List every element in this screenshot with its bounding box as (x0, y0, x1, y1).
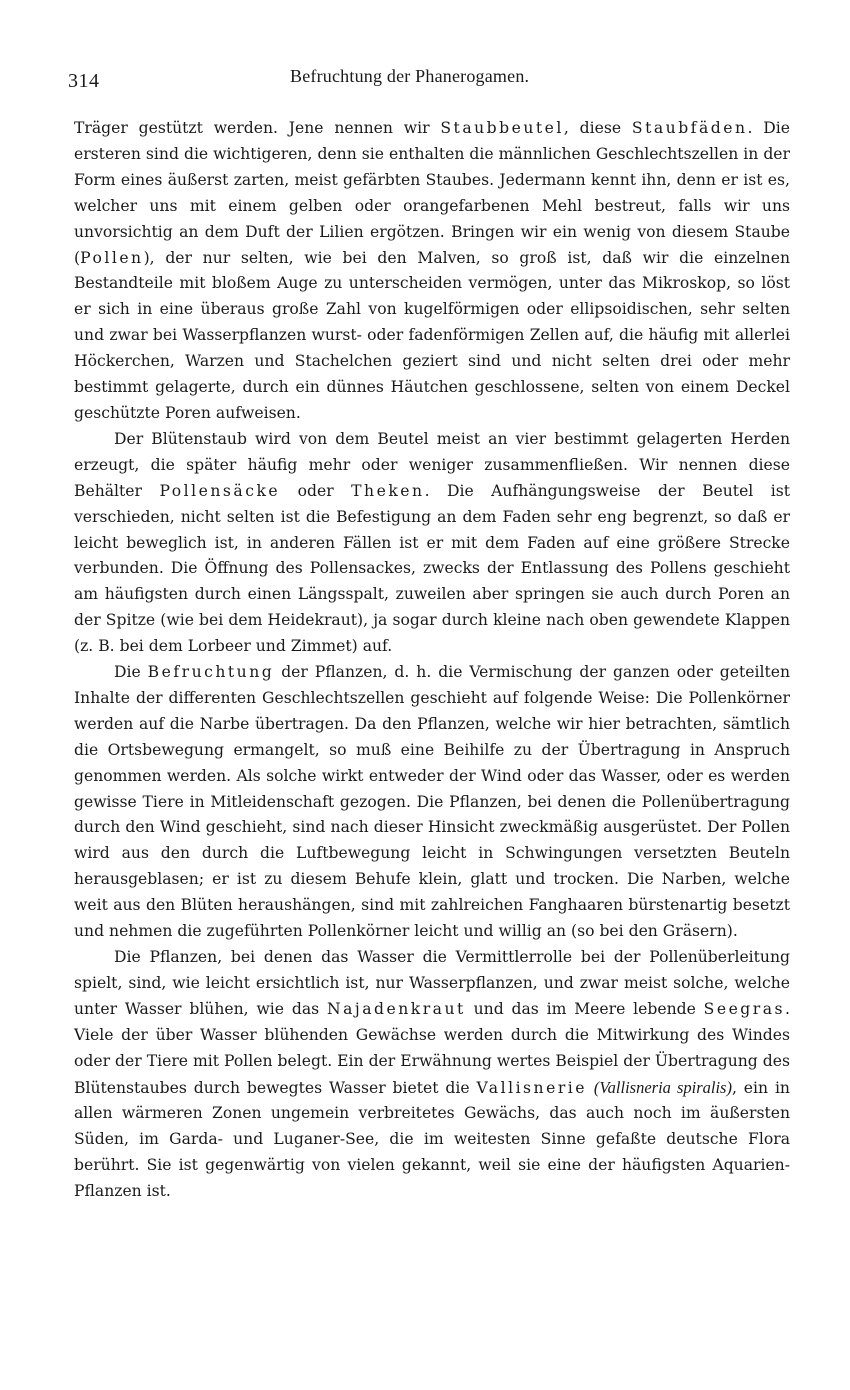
text-run (587, 1079, 594, 1097)
text-run: Der Blütenstaub wird von dem Beutel meist an vier bestimmt gelagerten Herden erzeugt, die später häufig mehr oder weniger zusammenfließen. Wir nennen diese Behälter (74, 429, 790, 500)
paragraph (74, 660, 790, 945)
paragraph (74, 427, 790, 660)
emphasized-term: Pollen (80, 248, 144, 267)
emphasized-term: Staubbeutel (440, 119, 564, 137)
text-run: , ein in allen wärmeren Zonen ungemein verbreitetes Gewächs, das auch noch im äußersten Süden, im Garda- und Luganer-See, die im weitesten Sinne gefaßte deutsche Flora berührt. Sie ist gegenwärtig von vielen gekannt, weil sie eine der häufigsten Aquarien-Pflanzen ist. (74, 1078, 790, 1201)
emphasized-term: Pollensäcke (159, 481, 281, 500)
emphasized-term: Theken (351, 481, 425, 500)
paragraph (74, 116, 790, 427)
book-page (68, 62, 791, 1205)
text-run: Die (114, 663, 148, 682)
paragraph (74, 945, 790, 1205)
text-run: Die Pflanzen, bei denen das Wasser die Vermittlerrolle bei der Pollenüberleitung spielt, sind, wie leicht ersichtlich ist, nur Wasserpflanzen, und zwar meist solche, welche unter Wasser blühen, wie das (74, 948, 790, 1018)
text-run: und das im Meere lebende (465, 999, 704, 1018)
emphasized-term: Staubfäden (631, 119, 748, 137)
emphasized-term: Seegras (703, 999, 786, 1018)
text-run: ), der nur selten, wie bei den Malven, so groß ist, daß wir die einzelnen Bestandteile mit bloßem Auge zu unterscheiden vermögen, unter das Mikroskop, so löst er sich in eine überaus große Zahl von kugelförmigen oder ellipsoidischen, sehr selten und zwar bei Wasserpflanzen wurst- oder fadenförmigen Zellen auf, die häufig mit allerlei Höckerchen, Warzen und Stachelchen geziert sind und nicht selten drei oder mehr bestimmt gelagerte, durch ein dünnes Häutchen geschlossene, selten von einem Deckel geschützte Poren aufweisen. (74, 248, 790, 422)
running-head: Befruchtung der Phanerogamen. (290, 66, 530, 86)
text-run: der Pflanzen, d. h. die Vermischung der ganzen oder geteilten Inhalte der differenten Geschlechtszellen geschieht auf folgende Weise: Die Pollenkörner werden auf die Narbe übertragen. Da den Pflanzen, welche wir hier betrachten, sämtlich die Ortsbewegung ermangelt, so muß eine Beihilfe zu der Übertragung in Anspruch genommen werden. Als solche wirkt entweder der Wind oder das Wasser, oder es werden gewisse Tiere in Mitleidenschaft gezogen. Die Pflanzen, bei denen die Pollenübertragung durch den Wind geschieht, sind nach dieser Hinsicht zweckmäßig ausgerüstet. Der Pollen wird aus den durch die Luftbewegung leicht in Schwingungen versetzten Beuteln herausgeblasen; er ist zu diesem Behufe klein, glatt und trocken. Die Narben, welche weit aus den Blüten heraushängen, sind mit zahlreichen Fanghaaren bürstenartig besetzt und nehmen die zugeführten Pollenkörner leicht und willig an (so bei den Gräsern). (74, 663, 790, 941)
page-header (68, 62, 790, 96)
emphasized-term: Najadenkraut (326, 999, 466, 1018)
text-run: . Die ersteren sind die wichtigeren, denn sie enthalten die männlichen Geschlechtszellen in der Form eines äußerst zarten, meist gefärbten Staubes. Jedermann kennt ihn, denn er ist es, welcher uns mit einem gelben oder orangefarbenen Mehl bestreut, falls wir uns unvorsichtig an dem Duft der Lilien ergötzen. Bringen wir ein wenig von diesem Staube ( (74, 119, 790, 267)
emphasized-term: Befruchtung (147, 663, 275, 682)
latin-name: (Vallisneria spiralis) (593, 1077, 732, 1097)
text-run: , diese (563, 119, 632, 137)
text-run: . Die Aufhängungsweise der Beutel ist verschieden, nicht selten ist die Befestigung an dem Faden sehr eng begrenzt, so daß er leicht beweglich ist, in anderen Fällen ist er mit dem Faden auf eine größere Strecke verbunden. Die Öffnung des Pollensackes, zwecks der Entlassung des Pollens geschieht am häufigsten durch einen Längsspalt, zuweilen aber springen sie auch durch Poren an der Spitze (wie bei dem Heidekraut), ja sogar durch kleine nach oben gewendete Klappen (z. B. bei dem Lorbeer und Zimmet) auf. (74, 481, 791, 656)
page-number: 314 (68, 70, 100, 92)
body-text (74, 116, 790, 1205)
text-run: Träger gestützt werden. Jene nennen wir (74, 119, 441, 137)
text-run: . Viele der über Wasser blühenden Gewächse werden durch die Mitwirkung des Windes oder der Tiere mit Pollen belegt. Ein der Erwähnung wertes Beispiel der Übertragung des Blütenstaubes durch bewegtes Wasser bietet die (74, 999, 790, 1097)
text-run: oder (280, 481, 352, 500)
emphasized-term: Vallisnerie (476, 1078, 588, 1097)
